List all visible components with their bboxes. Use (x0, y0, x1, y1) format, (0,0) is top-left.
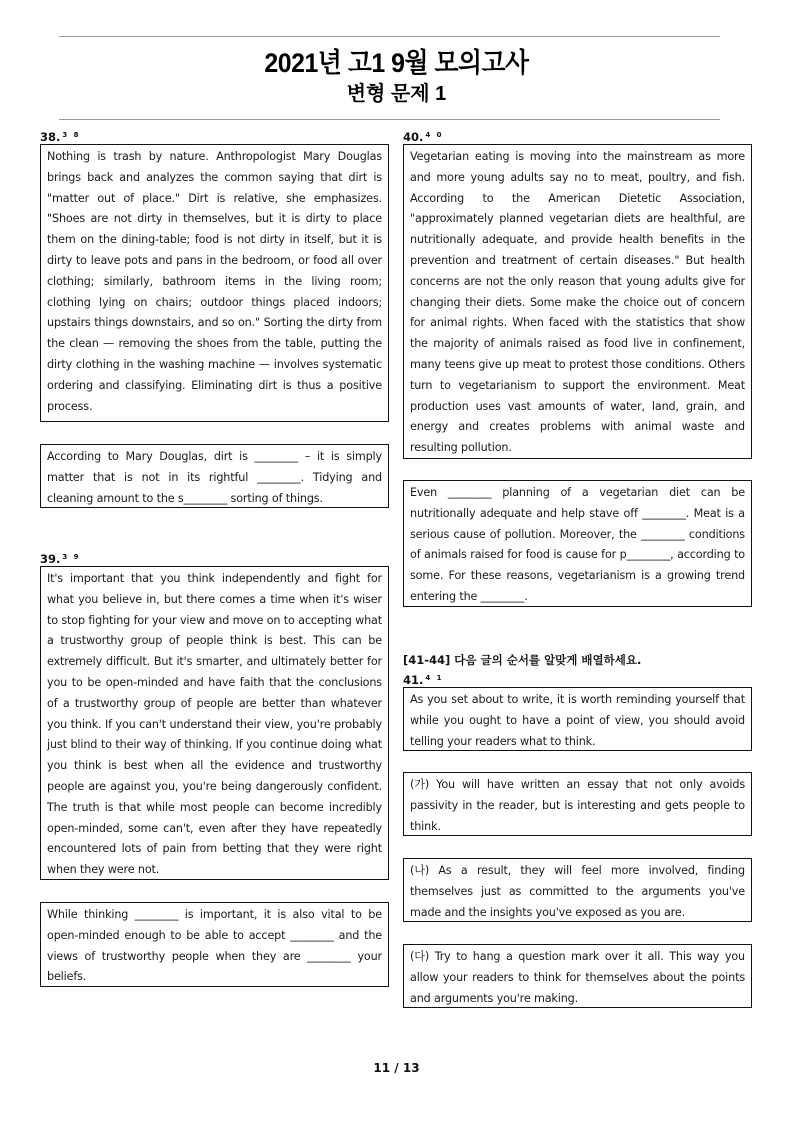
question-39-number: 39. $^{3 9}$ (40, 552, 81, 566)
header-top-rule (59, 36, 720, 37)
left-column (40, 127, 389, 987)
question-40-summary: Even ________ planning of a vegetarian diet can be nutritionally adequate and help stave off ________. Meat is a serious cause of pollution. Moreover, the ________ conditions of animals raised for food is cause for p________, according to some. For these reasons, vegetarianism is a growing trend entering the ________. (403, 480, 752, 607)
question-41-option-da: (다) Try to hang a question mark over it all. This way you allow your readers to think for themselves about the points and arguments you're making. (403, 944, 752, 1008)
question-41-option-ga: (가) You will have written an essay that not only avoids passivity in the reader, but is interesting and gets people to think. (403, 772, 752, 836)
question-39-passage: It's important that you think independently and fight for what you believe in, but there comes a time when it's wiser to stop fighting for your view and move on to accepting what a trustworthy group of people think is best. This can be extremely difficult. But it's smarter, and ultimately better for you to be open-minded and have faith that the conclusions of a trustworthy group of people are better than whatever you think. If you can't understand their view, you're probably just blind to their way of thinking. If you continue doing what you think is best when all the evidence and trustworthy people are against you, you're being dangerously confident. The truth is that while most people can become incredibly open-minded, some can't, even after they have repeatedly encountered lots of pain from betting that they were right when they were not. (40, 566, 389, 880)
question-40-number: 40. $^{4 0}$ (403, 130, 444, 144)
question-38-summary: According to Mary Douglas, dirt is ________ – it is simply matter that is not in its rightful ________. Tidying and cleaning amount to the s________ sorting of things. (40, 444, 389, 508)
question-41-number: 41. $^{4 1}$ (403, 673, 444, 687)
page-number: 11 / 13 (373, 1061, 420, 1075)
question-38-marker: 3 8 (62, 131, 81, 139)
section-instruction: [41-44] 다음 글의 순서를 알맞게 배열하세요. (403, 653, 642, 667)
right-column (403, 127, 752, 1008)
page-title: 2021년 고1 9월 모의고사 (264, 48, 529, 78)
question-41-option-na: (나) As a result, they will feel more involved, finding themselves just as committed to the arguments you've made and the insights you've exposed as you are. (403, 858, 752, 922)
question-41-marker: 4 1 (425, 674, 444, 682)
question-41-intro: As you set about to write, it is worth reminding yourself that while you ought to have a point of view, you should avoid telling your readers what to think. (403, 687, 752, 751)
question-39-summary: While thinking ________ is important, it is also vital to be open-minded enough to be able to accept ________ and the views of trustworthy people when they are ________ your beliefs. (40, 902, 389, 987)
question-40-marker: 4 0 (425, 131, 444, 139)
question-40-passage: Vegetarian eating is moving into the mainstream as more and more young adults say no to meat, poultry, and fish. According to the American Dietetic Association, "approximately planned vegetarian diets are healthful, are nutritionally adequate, and provide health benefits in the prevention and treatment of certain diseases." But health concerns are not the only reason that young adults give for changing their diets. Some make the choice out of concern for animal rights. When faced with the statistics that show the majority of animals raised as food live in confinement, many teens give up meat to protest those conditions. Others turn to vegetarianism to support the environment. Meat production uses vast amounts of water, land, grain, and energy and creates problems with animal waste and resulting pollution. (403, 144, 752, 459)
header-bottom-rule (59, 119, 720, 120)
question-38-passage: Nothing is trash by nature. Anthropologist Mary Douglas brings back and analyzes the common saying that dirt is "matter out of place." Dirt is relative, she emphasizes. "Shoes are not dirty in themselves, but it is dirty to place them on the dining-table; food is not dirty in itself, but it is dirty to leave pots and pans in the bedroom, or food all over clothing; similarly, bathroom items in the living room; clothing lying on chairs; outdoor things placed indoors; upstairs things downstairs, and so on." Sorting the dirty from the clean — removing the shoes from the table, putting the dirty clothing in the washing machine — involves systematic ordering and classifying. Eliminating dirt is thus a positive process. (40, 144, 389, 422)
question-39-marker: 3 9 (62, 553, 81, 561)
question-38-number: 38. $^{3 8}$ (40, 130, 81, 144)
page-subtitle: 변형 문제 1 (346, 83, 447, 105)
